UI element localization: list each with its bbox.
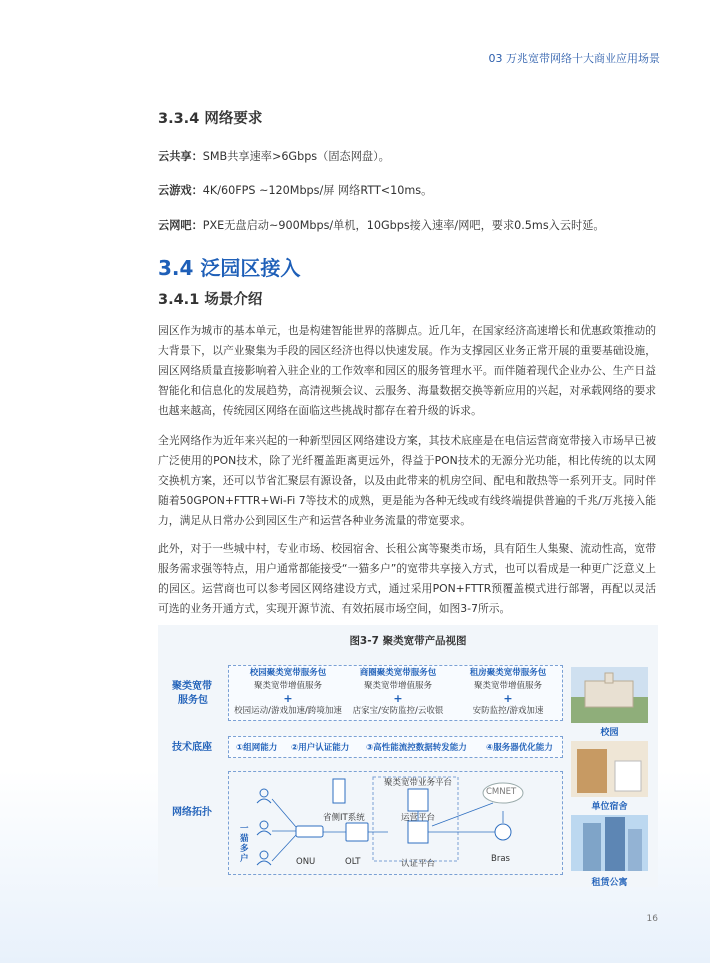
tech-item: ③高性能流控数据转发能力 <box>366 743 467 753</box>
onu-label: ONU <box>296 857 316 867</box>
req-text: 4K/60FPS ~120Mbps/屏 网络RTT<10ms。 <box>202 184 433 197</box>
req-cloud-share <box>158 148 390 164</box>
req-label: 云游戏： <box>158 184 203 197</box>
section-heading-334: 3.3.4 网络要求 <box>158 111 263 127</box>
tech-item: ②用户认证能力 <box>291 743 350 753</box>
section-heading-341: 3.4.1 场景介绍 <box>158 292 263 308</box>
tech-item: ④服务器优化能力 <box>486 743 553 753</box>
onu-device-icon <box>296 826 323 837</box>
package-title: 商圈聚类宽带服务包 <box>359 668 437 678</box>
ops-platform-label: 运营平台 <box>401 813 436 823</box>
package-campus <box>233 667 343 718</box>
package-line1: 聚类宽带增值服务 <box>253 681 322 691</box>
auth-server-icon <box>408 821 428 843</box>
req-cloud-netcafe <box>158 217 605 233</box>
package-rental <box>453 667 563 718</box>
paragraph-3: 此外，对于一些城中村，专业市场、校园宿舍、长租公寓等聚类市场，具有陌生人集聚、流动性高，宽带服务需求强等特点，用户通常都能接受“一猫多户”的宽带共享接入方式，也可以看成是一种更广泛意义上的园区。运营商也可以参考园区网络建设方式，通过采用PON+FTTR预覆盖模式进行部署，再配以灵活可选的业务开通方式，实现开源节流、有效拓展市场空间，如图3-7所示。 <box>158 542 656 615</box>
chapter-header: 03 万兆宽带网络十大商业应用场景 <box>488 52 660 65</box>
package-line2: 校园运动/游戏加速/跨境加速 <box>234 706 342 716</box>
plus-icon: + <box>393 692 403 705</box>
router-icon <box>495 824 511 840</box>
bras-label: Bras <box>491 854 510 864</box>
req-text: PXE无盘启动~900Mbps/单机，10Gbps接入速率/网吧，要求0.5ms入云时延。 <box>202 219 605 232</box>
olt-label: OLT <box>345 857 361 867</box>
package-line2: 安防监控/游戏加速 <box>472 706 544 716</box>
cmnet-label: CMNET <box>486 787 517 797</box>
req-cloud-game <box>158 182 432 198</box>
req-label: 云网吧： <box>158 219 203 232</box>
photo-caption: 单位宿舍 <box>591 802 628 812</box>
campus-photo <box>571 667 648 723</box>
row-label-package-1: 聚类宽带 <box>172 681 212 692</box>
dorm-photo <box>571 741 648 797</box>
user-icon <box>257 799 271 803</box>
user-icon <box>260 821 268 829</box>
row-label-package-2: 服务包 <box>178 695 208 706</box>
figure-3-7 <box>158 625 658 887</box>
figure-title: 图3-7 聚类宽带产品视图 <box>349 635 467 647</box>
section-heading-34: 3.4 泛园区接入 <box>158 256 301 280</box>
package-line1: 聚类宽带增值服务 <box>473 681 542 691</box>
vertical-char: 一 <box>240 824 249 834</box>
package-line2: 店家宝/安防监控/云收银 <box>352 706 444 716</box>
paragraph-1: 园区作为城市的基本单元，也是构建智能世界的落脚点。近几年，在国家经济高速增长和优惠政策推动的大背景下，以产业聚集为手段的园区经济也得以快速发展。作为支撑园区业务正常开展的重要基础设施，园区网络质量直接影响着入驻企业的工作效率和园区的服务管理水平。而伴随着现代企业办公、生产日益智能化和信息化的发展趋势，高清视频会议、云服务、海量数据交换等新应用的兴起，对承载网络的要求也越来越高，传统园区网络在面临这些挑战时都存在着升级的诉求。 <box>158 324 656 417</box>
auth-platform-label: 认证平台 <box>401 859 436 869</box>
it-server-icon <box>333 779 345 803</box>
one-cat-multi-user-label <box>240 824 250 864</box>
user-icons <box>257 789 271 865</box>
plus-icon: + <box>503 692 513 705</box>
user-icon <box>260 851 268 859</box>
vertical-char: 猫 <box>240 834 249 844</box>
vertical-char: 户 <box>240 854 249 864</box>
user-icon <box>257 861 271 865</box>
package-title: 校园聚类宽带服务包 <box>249 668 327 678</box>
province-it-label: 省侧IT系统 <box>323 813 365 823</box>
row-label-tech: 技术底座 <box>172 742 212 753</box>
package-line1: 聚类宽带增值服务 <box>363 681 432 691</box>
plus-icon: + <box>283 692 293 705</box>
tech-item: ①组网能力 <box>236 743 278 753</box>
page-number: 16 <box>646 914 658 924</box>
vertical-char: 多 <box>240 844 249 854</box>
package-business <box>343 667 453 718</box>
req-text: SMB共享速率>6Gbps（固态网盘）。 <box>202 150 390 163</box>
user-icon <box>260 789 268 797</box>
olt-device-icon <box>346 823 368 841</box>
ops-server-icon <box>408 789 428 811</box>
user-icon <box>257 831 271 835</box>
photo-caption: 校园 <box>600 728 619 738</box>
paragraph-2: 全光网络作为近年来兴起的一种新型园区网络建设方案，其技术底座是在电信运营商宽带接入市场早已被广泛使用的PON技术，除了光纤覆盖距离更远外，得益于PON技术的无源分光功能，相比传统的以太网交换机方案，还可以节省汇聚层有源设备，以及由此带来的机房空间、配电和散热等一系列开支。同时伴随着50GPON+FTTR+Wi-Fi 7等技术的成熟，更是能为各种无线或有线终端提供普遍的千兆/万兆接入能力，满足从日常办公到园区生产和运营各种业务流量的带宽要求。 <box>158 434 656 527</box>
platform-label: 聚类宽带业务平台 <box>384 778 453 788</box>
photo-caption: 租赁公寓 <box>591 878 628 888</box>
apartment-photo <box>571 815 648 871</box>
row-label-network: 网络拓扑 <box>172 807 212 818</box>
req-label: 云共享： <box>158 150 203 163</box>
package-title: 租房聚类宽带服务包 <box>469 668 547 678</box>
